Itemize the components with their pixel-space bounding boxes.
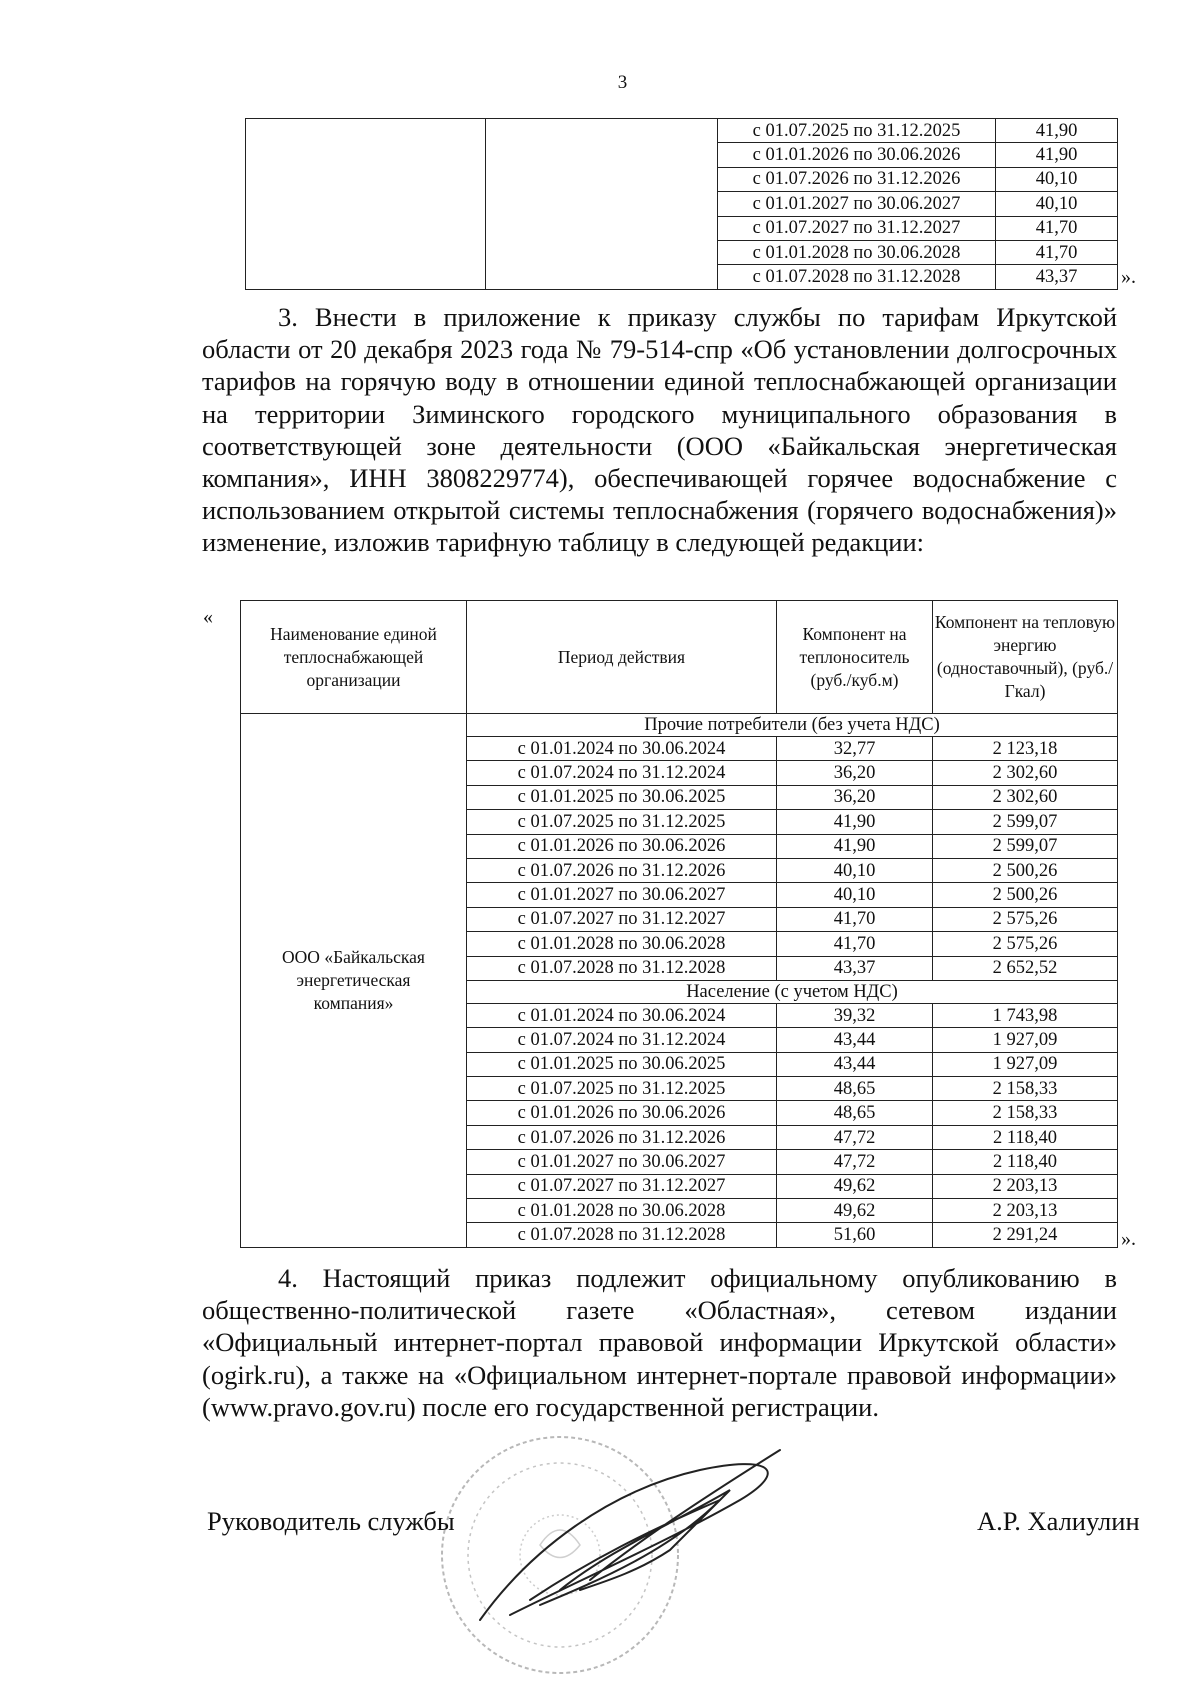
- energy-cell: 2 158,33: [933, 1077, 1118, 1101]
- energy-cell: 2 302,60: [933, 785, 1118, 809]
- signer-name: А.Р. Халиулин: [977, 1506, 1140, 1536]
- energy-cell: 2 302,60: [933, 761, 1118, 785]
- energy-cell: 2 575,26: [933, 907, 1118, 931]
- period-cell: с 01.07.2027 по 31.12.2027: [467, 907, 777, 931]
- tariff-table: [240, 600, 1118, 1248]
- period-cell: с 01.01.2028 по 30.06.2028: [467, 1199, 777, 1223]
- header-carrier: Компонент на теплоноситель (руб./куб.м): [777, 601, 933, 714]
- paragraph-3: [202, 301, 1117, 559]
- header-org: Наименование единой теплоснабжающей организации: [241, 601, 467, 714]
- carrier-cell: 36,20: [777, 785, 933, 809]
- group-title: Население (с учетом НДС): [467, 980, 1118, 1003]
- period-cell: с 01.07.2026 по 31.12.2026: [718, 167, 996, 191]
- period-cell: с 01.01.2026 по 30.06.2026: [467, 1101, 777, 1125]
- energy-cell: 2 203,13: [933, 1174, 1118, 1198]
- energy-cell: 2 203,13: [933, 1199, 1118, 1223]
- energy-cell: 2 652,52: [933, 956, 1118, 980]
- period-cell: с 01.01.2024 по 30.06.2024: [467, 737, 777, 761]
- signer-position: Руководитель службы: [207, 1506, 455, 1536]
- energy-cell: 2 575,26: [933, 932, 1118, 956]
- period-cell: с 01.07.2027 по 31.12.2027: [467, 1174, 777, 1198]
- opening-quote: «: [203, 606, 213, 628]
- period-cell: с 01.01.2027 по 30.06.2027: [467, 1150, 777, 1174]
- carrier-cell: 43,44: [777, 1052, 933, 1076]
- period-cell: с 01.01.2028 по 30.06.2028: [467, 932, 777, 956]
- carrier-cell: 41,90: [777, 810, 933, 834]
- carrier-cell: 39,32: [777, 1003, 933, 1027]
- carrier-cell: 41,70: [777, 932, 933, 956]
- period-cell: с 01.01.2025 по 30.06.2025: [467, 785, 777, 809]
- period-cell: с 01.07.2025 по 31.12.2025: [467, 810, 777, 834]
- period-cell: с 01.07.2028 по 31.12.2028: [718, 265, 996, 289]
- carrier-cell: 49,62: [777, 1174, 933, 1198]
- carrier-cell: 51,60: [777, 1223, 933, 1247]
- energy-cell: 2 599,07: [933, 810, 1118, 834]
- period-cell: с 01.01.2026 по 30.06.2026: [718, 143, 996, 167]
- carrier-cell: 43,37: [777, 956, 933, 980]
- period-cell: с 01.01.2028 по 30.06.2028: [718, 240, 996, 264]
- value-cell: 40,10: [996, 192, 1118, 216]
- period-cell: с 01.01.2027 по 30.06.2027: [718, 192, 996, 216]
- signature-icon: [470, 1430, 800, 1640]
- period-cell: с 01.07.2026 по 31.12.2026: [467, 858, 777, 882]
- carrier-cell: 41,90: [777, 834, 933, 858]
- energy-cell: 2 599,07: [933, 834, 1118, 858]
- period-cell: с 01.07.2025 по 31.12.2025: [718, 119, 996, 143]
- group-title: Прочие потребители (без учета НДС): [467, 714, 1118, 737]
- period-cell: с 01.07.2025 по 31.12.2025: [467, 1077, 777, 1101]
- value-cell: 41,90: [996, 119, 1118, 143]
- carrier-cell: 47,72: [777, 1125, 933, 1149]
- paragraph-4-text: 4. Настоящий приказ подлежит официальному опубликованию в общественно-политической газете «Областная», сетевом издании «Официальный интернет-портал правовой информации Иркутской области» (ogirk.ru), а также на «Официальном интернет-портале правовой информации» (www.pravo.gov.ru) после его государственной регистрации.: [202, 1263, 1117, 1422]
- table-header-row: [241, 601, 1118, 714]
- period-cell: с 01.07.2028 по 31.12.2028: [467, 1223, 777, 1247]
- period-cell: с 01.07.2024 по 31.12.2024: [467, 761, 777, 785]
- carrier-cell: 47,72: [777, 1150, 933, 1174]
- continuation-table: [245, 118, 1118, 290]
- period-cell: с 01.01.2024 по 30.06.2024: [467, 1003, 777, 1027]
- energy-cell: 1 927,09: [933, 1052, 1118, 1076]
- carrier-cell: 49,62: [777, 1199, 933, 1223]
- energy-cell: 2 123,18: [933, 737, 1118, 761]
- period-cell: с 01.07.2027 по 31.12.2027: [718, 216, 996, 240]
- value-cell: 41,70: [996, 216, 1118, 240]
- carrier-cell: 48,65: [777, 1101, 933, 1125]
- page-number: 3: [617, 72, 628, 93]
- group-row: [241, 714, 1118, 737]
- carrier-cell: 48,65: [777, 1077, 933, 1101]
- carrier-cell: 32,77: [777, 737, 933, 761]
- energy-cell: 1 927,09: [933, 1028, 1118, 1052]
- value-cell: 41,70: [996, 240, 1118, 264]
- paragraph-3-text: 3. Внести в приложение к приказу службы по тарифам Иркутской области от 20 декабря 2023 года № 79-514-спр «Об установлении долгосрочных тарифов на горячую воду в отношении единой теплоснабжающей организации на территории Зиминского городского муниципального образования в соответствующей зоне деятельности (ООО «Байкальская энергетическая компания», ИНН 3808229774), обеспечивающей горячее водоснабжение с использованием открытой системы теплоснабжения (горячего водоснабжения)» изменение, изложив тарифную таблицу в следующей редакции:: [202, 302, 1117, 558]
- header-energy: Компонент на тепловую энергию (одноставочный), (руб./Гкал): [933, 601, 1118, 714]
- period-cell: с 01.01.2025 по 30.06.2025: [467, 1052, 777, 1076]
- carrier-cell: 41,70: [777, 907, 933, 931]
- closing-quote-2: ».: [1121, 1228, 1136, 1250]
- period-cell: с 01.07.2026 по 31.12.2026: [467, 1125, 777, 1149]
- value-cell: 43,37: [996, 265, 1118, 289]
- carrier-cell: 36,20: [777, 761, 933, 785]
- energy-cell: 2 158,33: [933, 1101, 1118, 1125]
- energy-cell: 2 291,24: [933, 1223, 1118, 1247]
- period-cell: с 01.01.2027 по 30.06.2027: [467, 883, 777, 907]
- energy-cell: 2 118,40: [933, 1150, 1118, 1174]
- closing-quote: ».: [1121, 266, 1136, 288]
- energy-cell: 2 118,40: [933, 1125, 1118, 1149]
- energy-cell: 2 500,26: [933, 883, 1118, 907]
- period-cell: с 01.07.2024 по 31.12.2024: [467, 1028, 777, 1052]
- energy-cell: 1 743,98: [933, 1003, 1118, 1027]
- period-cell: с 01.01.2026 по 30.06.2026: [467, 834, 777, 858]
- header-period: Период действия: [467, 601, 777, 714]
- blank-col-2: [486, 119, 718, 290]
- carrier-cell: 40,10: [777, 883, 933, 907]
- paragraph-4: [202, 1262, 1117, 1423]
- carrier-cell: 43,44: [777, 1028, 933, 1052]
- value-cell: 41,90: [996, 143, 1118, 167]
- org-name-cell: ООО «Байкальская энергетическая компания»: [241, 714, 467, 1248]
- period-cell: с 01.07.2028 по 31.12.2028: [467, 956, 777, 980]
- value-cell: 40,10: [996, 167, 1118, 191]
- blank-col-1: [246, 119, 486, 290]
- carrier-cell: 40,10: [777, 858, 933, 882]
- table-row: [246, 119, 1118, 143]
- energy-cell: 2 500,26: [933, 858, 1118, 882]
